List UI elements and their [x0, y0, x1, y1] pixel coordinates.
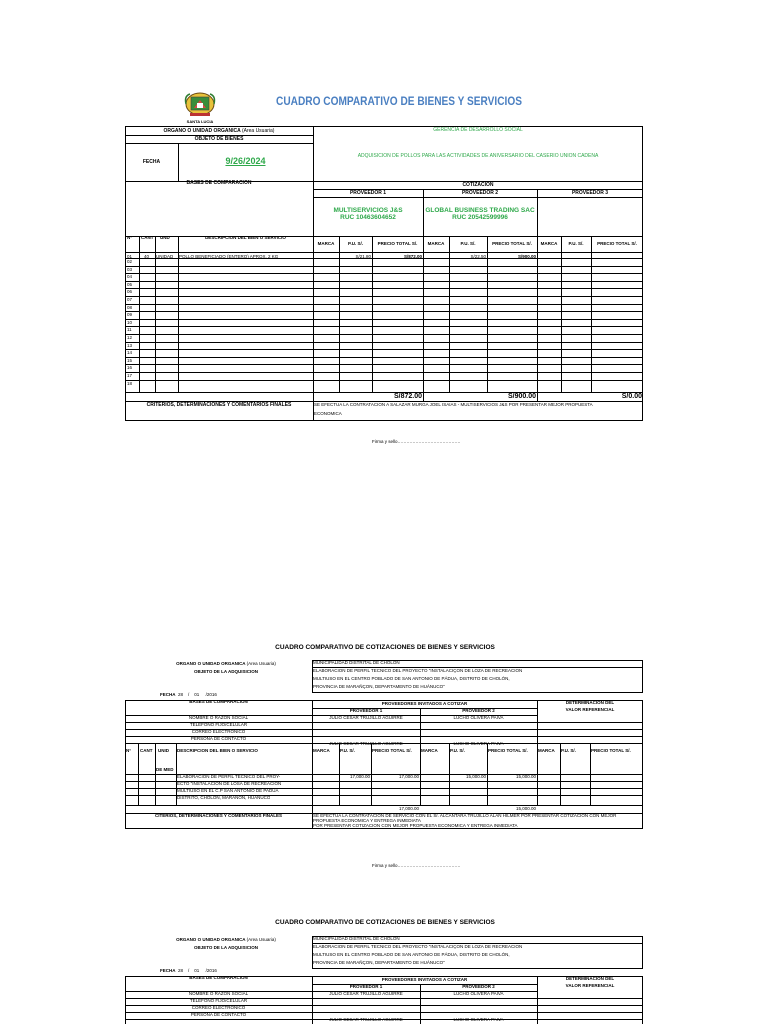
row-number: 11 [127, 327, 132, 333]
sheet-3-prov1-contact: JULIO CESAR TRUJILLO AGUIRRE [329, 1017, 403, 1022]
row-number: 13 [127, 342, 133, 348]
sheet-2-sum-1: 17,000.00 [398, 806, 419, 811]
sheet-2-col-marca-2: MARCA [421, 748, 438, 753]
sheet-2-desc-2: ECTO "INSTALACION DE LOSA DE RECREACION [177, 781, 282, 786]
row-divider [125, 304, 643, 305]
sheet-2-col-pu-2: P.U. S/. [450, 748, 465, 753]
sheet-2-prov1-label: PROVEEDOR 1 [349, 708, 383, 713]
sheet-2-bases-label: BASES DE COMPARACION [189, 699, 248, 704]
col-total-1: PRECIO TOTAL S/. [377, 241, 418, 246]
sheet-2-criterios-1: SE EFECTUA LA CONTRATACION DE SERVICIO CON EL Sr. ALCANTARA TRUJILLO ALAN HILMER POR PRESENTAR COTIZACION CON MEJOR [313, 813, 617, 818]
sheet-2-sum-2: 15,000.00 [515, 806, 536, 811]
row-divider [125, 281, 643, 282]
row-number: 16 [127, 365, 133, 371]
sheet-3-organo-label: ORGANO O UNIDAD ORGANICA (Area Usuaria) [176, 937, 276, 942]
col-total-3: PRECIO TOTAL S/. [597, 241, 637, 246]
sheet-2-total-1: 17,000.00 [398, 774, 419, 779]
sheet-2-prov2-name: LUCHO OLIVERA PAIVA [453, 715, 504, 720]
row-desc: POLLO BENEFICIADO (ENTERO) APROX. 2 KG [179, 254, 279, 259]
criterios-label: CRITERIOS, DETERMINACIONES Y COMENTARIOS FINALES [146, 402, 292, 408]
page-title: CUADRO COMPARATIVO DE BIENES Y SERVICIOS [276, 96, 522, 108]
row-number: 10 [127, 319, 133, 325]
sheet-2-col-n: N° [126, 748, 132, 753]
col-pu-3: P.U. S/. [568, 241, 584, 246]
sheet-2-title: CUADRO COMPARATIVO DE COTIZACIONES DE BIENES Y SERVICIOS [275, 644, 495, 651]
sheet-2-col-cant: CANT [140, 748, 153, 753]
sheet-2-organo-value: MUNICIPALIDAD DISTRITAL DE CHOLON [313, 660, 400, 665]
fecha-label: FECHA [142, 159, 161, 165]
sheet-2-col-total-3: PRECIO TOTAL S/. [591, 748, 631, 753]
row-number: 17 [127, 373, 133, 378]
row-pu-2: S/22.50 [470, 254, 486, 259]
col-total-2: PRECIO TOTAL S/. [492, 241, 532, 246]
col-marca-3: MARCA [540, 241, 558, 246]
sheet-2-organo-label: ORGANO O UNIDAD ORGANICA (Area Usuaria) [176, 661, 276, 666]
sheet-2-determ-1: DETERMINACION DEL [565, 700, 615, 705]
signature-line: Firma y sello…………………………………… [372, 439, 461, 444]
row-number: 12 [127, 335, 133, 340]
row-total-2: S/900.00 [517, 254, 536, 259]
cotizacion-label: COTIZACION [462, 182, 494, 188]
row-divider [125, 319, 643, 320]
sheet-2-col-total-2: PRECIO TOTAL S/. [488, 748, 528, 753]
row-divider [125, 364, 643, 365]
sheet-2-criterios-2: PROPUESTA ECONOMICA Y ENTREGA INMEDIATA [313, 818, 421, 823]
provider-2-label: PROVEEDOR 2 [461, 190, 499, 196]
row-pu-1: S/21.80 [355, 254, 371, 259]
sheet-2-col-desc: DESCRIPCION DEL BIEN O SERVICIO [177, 748, 258, 753]
sheet-2-signature-line: Firma y sello…………………………………… [372, 863, 461, 868]
sheet-2-desc-3: MULTIUSO EN EL C.P SAN ANTONIO DE PADUA [177, 788, 279, 793]
row-number: 03 [127, 266, 133, 272]
sheet-2-col-pu-3: P.U. S/. [561, 748, 576, 753]
row-divider [125, 349, 643, 350]
sheet-3-objeto-label: OBJETO DE LA ADQUISICION [193, 945, 259, 950]
sheet-2-desc-4: DISTRITO, CHOLON, MARAÑON, HUANUCO [177, 795, 271, 800]
sheet-3-row-telefono: TELEFONO FIJO/CELULAR [189, 998, 248, 1003]
sheet-2-desc-1: ELABORACION DE PERFIL TECNICO DEL PROY- [177, 774, 281, 779]
sheet-2-invitados-label: PROVEEDORES INVITADOS A COTIZAR [381, 701, 468, 706]
sheet-2-pu-1: 17,000.00 [349, 774, 370, 779]
sheet-3-bases-label: BASES DE COMPARACION [189, 975, 248, 980]
sheet-2-prov2-contact: LUCHO OLIVERA PAIVA [453, 741, 504, 746]
sheet-2-objeto-label: OBJETO DE LA ADQUISICION [193, 669, 259, 674]
sheet-3-objeto-line-2: MULTIUSO EN EL CENTRO POBLADO DE SAN ANTONIO DE PÁDUA, DISTRITO DE CHOLÓN, [313, 952, 510, 957]
objeto-label: OBJETO DE BIENES [194, 136, 244, 142]
sheet-2-fecha: FECHA 28 / 01 /2016 [160, 692, 217, 697]
sheet-2-row-contacto: PERSONA DE CONTACTO [190, 736, 247, 741]
organo-label: ORGANO O UNIDAD ORGANICA (Area Usuaria) [163, 128, 275, 134]
row-divider [125, 342, 643, 343]
sheet-2-pu-2: 15,000.00 [465, 774, 486, 779]
col-cant: CANT [141, 235, 154, 240]
row-number: 04 [127, 274, 133, 280]
sheet-2-row-telefono: TELEFONO FIJO/CELULAR [189, 722, 248, 727]
row-divider [125, 380, 643, 381]
sheet-2-col-marca-1: MARCA [313, 748, 330, 753]
sheet-2-objeto-line-2: MULTIUSO EN EL CENTRO POBLADO DE SAN ANTONIO DE PÁDUA, DISTRITO DE CHOLÓN, [313, 676, 510, 681]
sheet-3-prov1-label: PROVEEDOR 1 [349, 984, 383, 989]
sheet-2-col-pu-1: P.U. S/. [340, 748, 355, 753]
row-divider [125, 357, 643, 358]
sheet-2-determ-2: VALOR REFERENCIAL [565, 707, 615, 712]
provider-1-label: PROVEEDOR 1 [349, 190, 387, 196]
row-divider [125, 288, 643, 289]
sheet-2-total-2: 15,000.00 [515, 774, 536, 779]
sheet-3-title: CUADRO COMPARATIVO DE COTIZACIONES DE BIENES Y SERVICIOS [275, 919, 495, 926]
sheet-3-invitados-label: PROVEEDORES INVITADOS A COTIZAR [381, 977, 468, 982]
row-number: 01 [127, 254, 133, 259]
sheet-2-prov1-contact: JULIO CESAR TRUJILLO AGUIRRE [329, 741, 403, 746]
bases-label: BASES DE COMPARACION [186, 180, 252, 186]
sheet-2-objeto-line-1: ELABORACION DE PERFIL TECNICO DEL PROYECTO "INSTALACIÇON DE LOZA DE RECREACION [313, 668, 523, 673]
col-marca-1: MARCA [317, 241, 335, 246]
col-n: N° [127, 235, 133, 240]
sheet-2-prov1-name: JULIO CESAR TRUJILLO AGUIRRE [329, 715, 403, 720]
col-desc: DESCRIPCION DEL BIEN O SERVICIO [205, 235, 286, 240]
sheet-3-determ-2: VALOR REFERENCIAL [565, 983, 615, 988]
row-divider [125, 372, 643, 373]
criterios-value-line-2: ECONOMICA [314, 411, 342, 416]
sheet-2-row-nombre: NOMBRE O RAZON SOCIAL [188, 715, 249, 720]
row-total-1: S/872.00 [403, 254, 422, 259]
sheet-3-prov2-contact: LUCHO OLIVERA PAIVA [453, 1017, 504, 1022]
sum-provider-3: S/0.00 [621, 393, 642, 400]
row-number: 14 [127, 350, 133, 356]
objeto-value: ADQUISICION DE POLLOS PARA LAS ACTIVIDADES DE ANIVERSARIO DEL CASERIO UNION CADENA [357, 153, 599, 159]
sheet-3-objeto-line-1: ELABORACION DE PERFIL TECNICO DEL PROYECTO "INSTALACIÇON DE LOZA DE RECREACION [313, 944, 523, 949]
sheet-3-prov2-label: PROVEEDOR 2 [462, 984, 495, 989]
sheet-3-row-correo: CORREO ELECTRONICO [191, 1005, 246, 1010]
sheet-2-objeto-line-3: PROVINCIA DE MARAÑÇON, DEPARTAMENTO DE HUÁNUCO" [313, 684, 445, 689]
fecha-value: 9/26/2024 [225, 156, 266, 166]
row-divider [125, 273, 643, 274]
row-number: 02 [127, 259, 133, 264]
sheet-2-col-total-1: PRECIO TOTAL S/. [372, 748, 412, 753]
sheet-2-col-und2: DE MED [156, 767, 174, 772]
row-number: 07 [127, 297, 133, 302]
col-marca-2: MARCA [427, 241, 445, 246]
sheet-3-organo-value: MUNICIPALIDAD DISTRITAL DE CHOLON [313, 936, 400, 941]
col-pu-1: P.U. S/. [348, 241, 363, 246]
row-divider [125, 334, 643, 335]
sheet-2-row-correo: CORREO ELECTRONICO [191, 729, 246, 734]
sheet-3-objeto-line-3: PROVINCIA DE MARAÑÇON, DEPARTAMENTO DE HUÁNUCO" [313, 960, 445, 965]
col-pu-2: P.U. S/. [460, 241, 476, 246]
sheet-2-criterios-label: CITERIOS, DETERMINACIONES Y COMENTARIOS FINALES [154, 813, 282, 818]
sheet-3-determ-1: DETERMINACION DEL [565, 976, 615, 981]
row-divider [125, 311, 643, 312]
provider-1-ruc: RUC 10463604652 [340, 214, 396, 221]
criterios-value-line-1: SE EFECTUA LA CONTRATACION A SALAZAR MURGA JOEL ISAIAS - MULTISERVICIOS J&S POR PRESENTAR MEJOR PROPUESTA [314, 402, 593, 407]
sheet-2-criterios-3: POR PRESENTAR COTIZACION CON MEJOR PROPUESTA ECONOMICA Y ENTREGA INMEDIATA [313, 823, 518, 828]
row-number: 06 [127, 289, 133, 295]
sheet-3-row-contacto: PERSONA DE CONTACTO [190, 1012, 247, 1017]
provider-2-ruc: RUC 20542599996 [452, 214, 508, 221]
row-divider [125, 266, 643, 267]
sheet-3-fecha: FECHA 28 / 01 /2016 [160, 968, 217, 973]
provider-1-name: MULTISERVICIOS J&S [333, 207, 403, 214]
sheet-2-col-und: UNID [158, 748, 169, 753]
logo-caption: SANTA LUCIA [186, 119, 214, 124]
sum-provider-2: S/900.00 [507, 393, 536, 400]
col-und: UND [160, 235, 170, 240]
row-cant: 40 [144, 254, 150, 259]
row-number: 18 [127, 380, 133, 386]
sheet-3-prov2-name: LUCHO OLIVERA PAIVA [453, 991, 504, 996]
sheet-3-row-nombre: NOMBRE O RAZON SOCIAL [188, 991, 249, 996]
row-number: 05 [127, 281, 133, 287]
sum-provider-1: S/872.00 [393, 393, 422, 400]
row-und: UNIDAD [156, 254, 174, 259]
sheet-3-prov1-name: JULIO CESAR TRUJILLO AGUIRRE [329, 991, 403, 996]
row-number: 15 [127, 357, 133, 363]
row-number: 08 [127, 304, 133, 310]
row-divider [125, 296, 643, 297]
row-number: 09 [127, 312, 133, 318]
row-divider [125, 258, 643, 259]
row-divider [125, 326, 643, 327]
organo-value: GERENCIA DE DESARROLLO SOCIAL [433, 127, 523, 133]
sheet-2-col-marca-3: MARCA [538, 748, 555, 753]
sheet-2-prov2-label: PROVEEDOR 2 [462, 708, 495, 713]
provider-2-name: GLOBAL BUSINESS TRADING SAC [425, 207, 535, 214]
provider-3-label: PROVEEDOR 3 [571, 190, 609, 196]
